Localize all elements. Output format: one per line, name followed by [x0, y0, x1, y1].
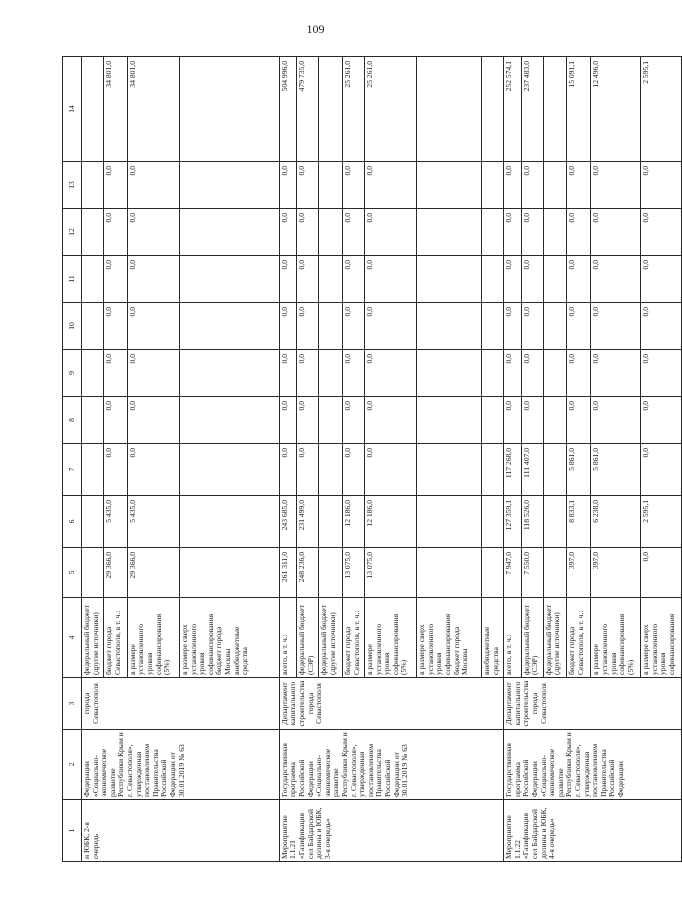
value-cell: 0,0 [591, 397, 641, 444]
value-cell: 0,0 [279, 397, 296, 444]
header-row [63, 57, 82, 862]
value-cell [319, 209, 343, 256]
value-cell: 237 483,0 [521, 57, 543, 162]
value-cell: 0,0 [521, 303, 543, 350]
value-cell: 0,0 [365, 209, 417, 256]
funding-source: федеральный бюджет (СЭР) [297, 598, 319, 678]
value-cell: 0,0 [641, 548, 682, 598]
value-cell: 0,0 [343, 444, 365, 496]
value-cell: 0,0 [504, 162, 521, 209]
block-executor: Департамент капитального строительства города Севастополя [504, 678, 682, 730]
value-cell [319, 350, 343, 397]
value-cell [179, 548, 279, 598]
value-cell [319, 57, 343, 162]
value-cell [179, 496, 279, 548]
value-cell: 117 268,0 [504, 444, 521, 496]
value-cell [319, 256, 343, 303]
value-cell [179, 444, 279, 496]
block-event: Мероприятие 1.1.21 «Газификация сел Байдарской долины и ЮБК, 3-я очередь» [279, 800, 503, 862]
value-cell: 0,0 [641, 303, 682, 350]
value-cell: 0,0 [127, 350, 179, 397]
value-cell: 0,0 [641, 350, 682, 397]
value-cell [417, 256, 482, 303]
value-cell: 15 091,1 [567, 57, 591, 162]
column-header-6: 6 [63, 496, 82, 548]
block-program: Государственная программа Российской Федерации «Социально-экономическое развитие Республики Крым и г. Севастополя», утвержденная постановлением Правительства Российской Федерации [504, 730, 682, 800]
value-cell: 0,0 [641, 397, 682, 444]
value-cell: 0,0 [521, 256, 543, 303]
value-cell [82, 496, 104, 548]
value-cell: 5 861,0 [591, 444, 641, 496]
funding-source: в размере установленного уровня софинансирования (5%) [127, 598, 179, 678]
value-cell: 0,0 [343, 209, 365, 256]
value-cell [82, 444, 104, 496]
value-cell: 0,0 [504, 256, 521, 303]
value-cell: 6 238,0 [591, 496, 641, 548]
block-event: Мероприятие 1.1.22 «Газификация сел Байдарской долины и ЮБК, 4-я очередь» [504, 800, 682, 862]
value-cell [179, 256, 279, 303]
value-cell [482, 350, 504, 397]
value-cell: 0,0 [365, 444, 417, 496]
value-cell [319, 496, 343, 548]
funding-source: бюджет города Севастополя, в т. ч.: [103, 598, 127, 678]
value-cell [417, 303, 482, 350]
value-cell: 0,0 [641, 162, 682, 209]
value-cell [482, 162, 504, 209]
value-cell [82, 162, 104, 209]
value-cell: 0,0 [591, 303, 641, 350]
value-cell: 0,0 [297, 209, 319, 256]
value-cell: 504 996,0 [279, 57, 296, 162]
value-cell: 0,0 [279, 256, 296, 303]
column-header-3: 3 [63, 678, 82, 730]
column-header-7: 7 [63, 444, 82, 496]
page-number: 109 [306, 22, 325, 36]
value-cell: 0,0 [343, 162, 365, 209]
value-cell: 0,0 [279, 350, 296, 397]
funding-source: в размере сверх установленного уровня софинансирования [641, 598, 682, 678]
value-cell [543, 209, 567, 256]
value-cell: 0,0 [103, 162, 127, 209]
value-cell: 0,0 [641, 444, 682, 496]
value-cell: 0,0 [591, 209, 641, 256]
value-cell [417, 350, 482, 397]
value-cell: 0,0 [365, 303, 417, 350]
value-cell [543, 444, 567, 496]
table-row [504, 57, 521, 862]
value-cell [82, 303, 104, 350]
value-cell [417, 397, 482, 444]
column-header-8: 8 [63, 397, 82, 444]
value-cell [82, 350, 104, 397]
value-cell [179, 303, 279, 350]
value-cell: 7 550,0 [521, 548, 543, 598]
value-cell: 0,0 [297, 303, 319, 350]
value-cell [319, 162, 343, 209]
value-cell: 0,0 [127, 209, 179, 256]
value-cell [543, 496, 567, 548]
value-cell: 0,0 [567, 209, 591, 256]
funding-source: федеральный бюджет (другие источники) [319, 598, 343, 678]
value-cell: 0,0 [343, 397, 365, 444]
value-cell: 252 574,1 [504, 57, 521, 162]
value-cell: 25 261,0 [365, 57, 417, 162]
value-cell: 0,0 [365, 162, 417, 209]
value-cell: 0,0 [279, 209, 296, 256]
value-cell: 0,0 [279, 303, 296, 350]
value-cell: 0,0 [103, 209, 127, 256]
value-cell: 7 947,0 [504, 548, 521, 598]
block-program: Федерации «Социально-экономическое развитие Республики Крым и г. Севастополя», утвержденная постановлением Правительства Российской Федерации от 30.01.2019 № 63 [82, 730, 280, 800]
value-cell: 0,0 [567, 162, 591, 209]
value-cell: 5 435,0 [103, 496, 127, 548]
value-cell: 5 861,0 [567, 444, 591, 496]
value-cell: 0,0 [641, 209, 682, 256]
block-event: и ЮБК, 2-я очередь [82, 800, 280, 862]
funding-source: в размере сверх установленного уровня софинансирования бюджет города Москвы внебюджетные средства [179, 598, 279, 678]
value-cell: 111 407,0 [521, 444, 543, 496]
funding-source: всего, в т. ч.: [504, 598, 521, 678]
column-header-9: 9 [63, 350, 82, 397]
value-cell: 0,0 [343, 303, 365, 350]
value-cell [82, 209, 104, 256]
column-header-13: 13 [63, 162, 82, 209]
value-cell: 0,0 [343, 350, 365, 397]
value-cell [482, 397, 504, 444]
value-cell: 13 075,0 [365, 548, 417, 598]
column-header-10: 10 [63, 303, 82, 350]
column-header-2: 2 [63, 730, 82, 800]
value-cell [482, 57, 504, 162]
value-cell: 0,0 [521, 397, 543, 444]
value-cell: 0,0 [567, 303, 591, 350]
funding-source: в размере установленного уровня софинансирования (5%) [591, 598, 641, 678]
value-cell [543, 256, 567, 303]
value-cell: 0,0 [279, 162, 296, 209]
value-cell [319, 444, 343, 496]
value-cell: 231 499,0 [297, 496, 319, 548]
value-cell: 0,0 [103, 444, 127, 496]
value-cell [543, 57, 567, 162]
column-header-14: 14 [63, 57, 82, 162]
value-cell: 5 435,0 [127, 496, 179, 548]
value-cell [417, 209, 482, 256]
value-cell: 0,0 [521, 209, 543, 256]
value-cell [543, 350, 567, 397]
value-cell: 0,0 [521, 162, 543, 209]
value-cell: 261 311,0 [279, 548, 296, 598]
value-cell: 0,0 [103, 350, 127, 397]
funding-source: внебюджетные средства [482, 598, 504, 678]
value-cell: 0,0 [567, 397, 591, 444]
value-cell: 0,0 [521, 350, 543, 397]
funding-source: всего, в т. ч.: [279, 598, 296, 678]
value-cell: 0,0 [567, 256, 591, 303]
value-cell: 0,0 [103, 397, 127, 444]
value-cell: 29 366,0 [103, 548, 127, 598]
value-cell: 0,0 [591, 350, 641, 397]
block-executor: Департамент капитального строительства города Севастополя [279, 678, 503, 730]
value-cell [482, 303, 504, 350]
value-cell [417, 444, 482, 496]
value-cell [543, 548, 567, 598]
funding-source: бюджет города Севастополя, в т. ч.: [343, 598, 365, 678]
value-cell: 0,0 [641, 256, 682, 303]
value-cell: 0,0 [365, 256, 417, 303]
column-header-12: 12 [63, 209, 82, 256]
value-cell [319, 303, 343, 350]
table-row [279, 57, 296, 862]
value-cell [82, 57, 104, 162]
value-cell [417, 162, 482, 209]
funding-source: в размере сверх установленного уровня софинансирования бюджет города Москвы [417, 598, 482, 678]
funding-source: федеральный бюджет (другие источники) [82, 598, 104, 678]
value-cell: 397,0 [591, 548, 641, 598]
value-cell: 34 801,0 [103, 57, 127, 162]
value-cell [482, 256, 504, 303]
value-cell: 0,0 [279, 444, 296, 496]
value-cell: 2 595,1 [641, 496, 682, 548]
funding-source: в размере установленного уровня софинансирования (5%) [365, 598, 417, 678]
value-cell: 0,0 [591, 256, 641, 303]
value-cell: 243 685,0 [279, 496, 296, 548]
column-header-1: 1 [63, 800, 82, 862]
value-cell: 12 186,0 [343, 496, 365, 548]
value-cell [482, 496, 504, 548]
value-cell: 127 359,1 [504, 496, 521, 548]
value-cell [179, 162, 279, 209]
value-cell: 0,0 [127, 162, 179, 209]
value-cell: 8 833,1 [567, 496, 591, 548]
value-cell [543, 162, 567, 209]
value-cell [82, 256, 104, 303]
value-cell: 13 075,0 [343, 548, 365, 598]
value-cell: 0,0 [297, 350, 319, 397]
value-cell: 34 801,0 [127, 57, 179, 162]
value-cell [319, 397, 343, 444]
value-cell: 0,0 [127, 397, 179, 444]
value-cell [543, 397, 567, 444]
value-cell [82, 397, 104, 444]
value-cell: 0,0 [343, 256, 365, 303]
value-cell [179, 350, 279, 397]
value-cell: 0,0 [504, 303, 521, 350]
value-cell: 248 236,0 [297, 548, 319, 598]
value-cell: 0,0 [504, 350, 521, 397]
value-cell: 29 366,0 [127, 548, 179, 598]
value-cell [417, 496, 482, 548]
value-cell: 0,0 [567, 350, 591, 397]
value-cell: 0,0 [365, 350, 417, 397]
value-cell: 0,0 [591, 162, 641, 209]
table-row [82, 57, 104, 862]
value-cell [417, 548, 482, 598]
value-cell [482, 548, 504, 598]
rotated-table-container [62, 57, 682, 862]
value-cell [543, 303, 567, 350]
funding-source: федеральный бюджет (СЭР) [521, 598, 543, 678]
value-cell [179, 209, 279, 256]
value-cell: 0,0 [297, 256, 319, 303]
value-cell: 2 595,1 [641, 57, 682, 162]
value-cell: 0,0 [297, 444, 319, 496]
block-executor: города Севастополя [82, 678, 280, 730]
value-cell: 0,0 [504, 209, 521, 256]
value-cell: 118 526,0 [521, 496, 543, 548]
budget-table [62, 56, 682, 862]
value-cell: 0,0 [297, 162, 319, 209]
block-program: Государственная программа Российской Федерации «Социально-экономическое развитие Республики Крым и г. Севастополя», утвержденная постановлением Правительства Российской Федерации от 30.01.2019 № 63 [279, 730, 503, 800]
value-cell: 0,0 [103, 303, 127, 350]
value-cell [482, 444, 504, 496]
value-cell: 0,0 [127, 303, 179, 350]
value-cell: 12 186,0 [365, 496, 417, 548]
value-cell: 0,0 [127, 256, 179, 303]
value-cell: 479 735,0 [297, 57, 319, 162]
funding-source: бюджет города Севастополя, в т. ч.: [567, 598, 591, 678]
value-cell: 25 261,0 [343, 57, 365, 162]
value-cell [179, 397, 279, 444]
value-cell: 0,0 [103, 256, 127, 303]
value-cell [179, 57, 279, 162]
value-cell [82, 548, 104, 598]
value-cell: 397,0 [567, 548, 591, 598]
value-cell: 0,0 [504, 397, 521, 444]
value-cell [417, 57, 482, 162]
value-cell: 0,0 [365, 397, 417, 444]
value-cell: 0,0 [127, 444, 179, 496]
column-header-4: 4 [63, 598, 82, 678]
value-cell [482, 209, 504, 256]
value-cell: 12 496,0 [591, 57, 641, 162]
value-cell: 0,0 [297, 397, 319, 444]
funding-source: федеральный бюджет (другие источники) [543, 598, 567, 678]
column-header-5: 5 [63, 548, 82, 598]
value-cell [319, 548, 343, 598]
column-header-11: 11 [63, 256, 82, 303]
